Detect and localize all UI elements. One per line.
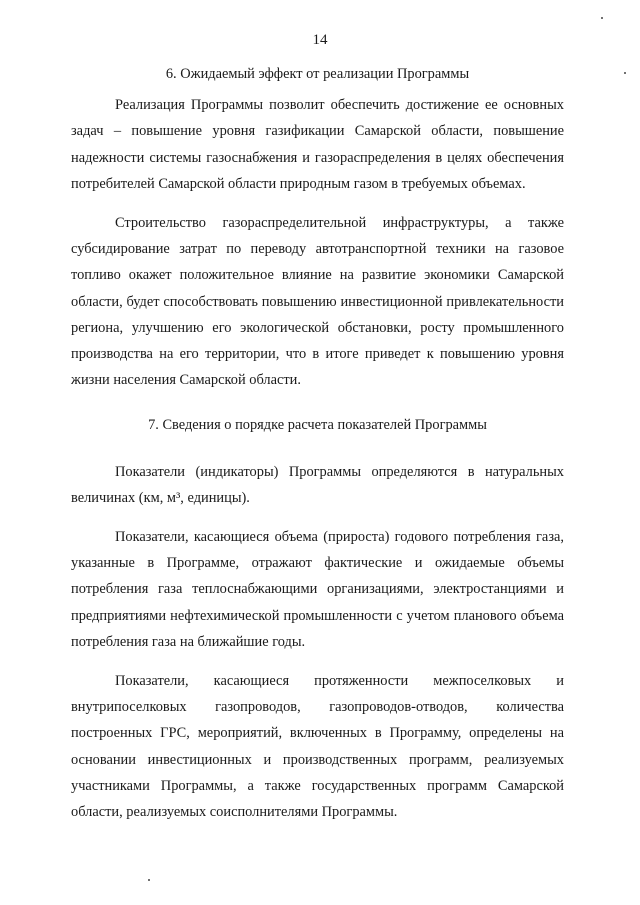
section-7-paragraph-3: Показатели, касающиеся протяженности межпоселковых и внутрипоселковых газопроводов, газопроводов-отводов, количества построенных ГРС, мероприятий, включенных в Программу, определены на основании инвестиционных и производственных программ, реализуемых участниками Программы, а также государственных программ Самарской области, реализуемых соисполнителями Программы. [71,673,564,821]
section-7-paragraph-1: Показатели (индикаторы) Программы определяются в натуральных величинах (км, м³, единицы). [71,463,564,506]
document-body [71,61,564,825]
section-6-paragraph-2: Строительство газораспределительной инфраструктуры, а также субсидирование затрат по переводу автотранспортной техники на газовое топливо окажет положительное влияние на развитие экономики Самарской области, будет способствовать повышению инвестиционной привлекательности региона, улучшению его экологической обстановки, росту промышленного производства на его территории, что в итоге приведет к повышению уровня жизни населения Самарской области. [71,215,564,389]
page-number: 14 [312,32,328,48]
section-7-paragraph-2: Показатели, касающиеся объема (прироста) годового потребления газа, указанные в Программе, отражают фактические и ожидаемые объемы потребления газа теплоснабжающими организациями, электростанциями и предприятиями нефтехимической промышленности с учетом планового объема потребления газа на ближайшие годы. [71,529,564,650]
scan-speck [601,17,603,19]
scan-speck [624,72,626,74]
section-6-heading: 6. Ожидаемый эффект от реализации Программы [165,66,470,82]
scan-speck [148,879,150,881]
section-7-heading: 7. Сведения о порядке расчета показателей Программы [148,417,487,434]
section-6-paragraph-1: Реализация Программы позволит обеспечить достижение ее основных задач – повышение уровня газификации Самарской области, повышение надежности системы газоснабжения и газораспределения в целях обеспечения потребителей Самарской области природным газом в требуемых объемах. [71,97,564,192]
